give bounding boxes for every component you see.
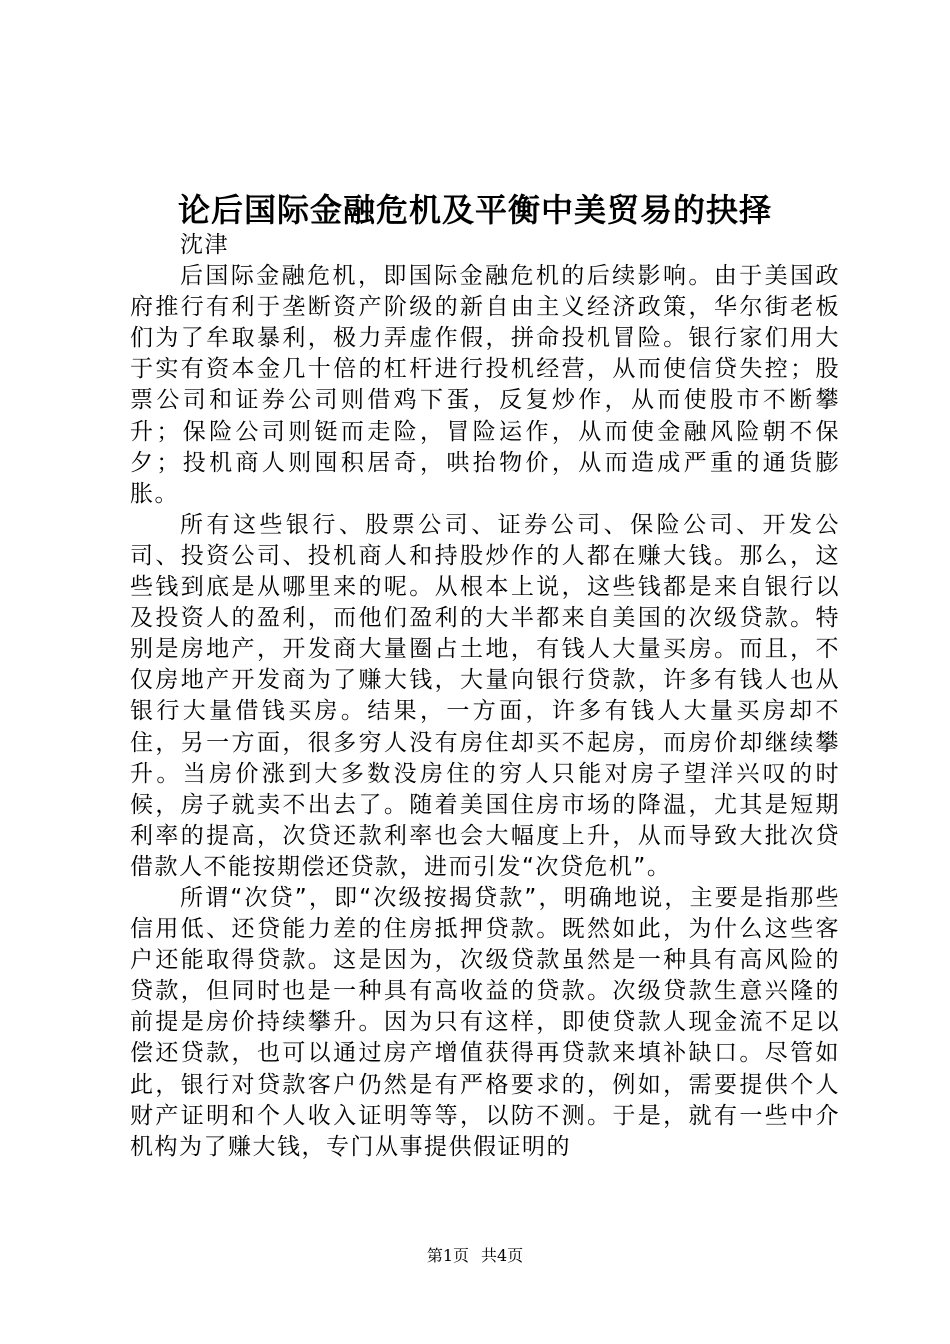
document-title: 论后国际金融危机及平衡中美贸易的抉择 [177, 191, 772, 229]
paragraph-1: 后国际金融危机，即国际金融危机的后续影响。由于美国政府推行有利于垄断资产阶级的新自由主义经济政策，华尔街老板们为了牟取暴利，极力弄虚作假，拼命投机冒险。银行家们用大于实有资本金几十倍的杠杆进行投机经营，从而使信贷失控；股票公司和证券公司则借鸡下蛋，反复炒作，从而使股市不断攀升；保险公司则铤而走险，冒险运作，从而使金融风险朝不保夕；投机商人则囤积居奇，哄抬物价，从而造成严重的通货膨胀。 [130, 263, 840, 507]
page-number: 第1页 [426, 1246, 469, 1265]
author-name: 沈津 [180, 232, 229, 258]
page-footer [0, 1245, 950, 1267]
page-total: 共4页 [481, 1246, 524, 1265]
paragraph-2: 所有这些银行、股票公司、证券公司、保险公司、开发公司、投资公司、投机商人和持股炒作的人都在赚大钱。那么，这些钱到底是从哪里来的呢。从根本上说，这些钱都是来自银行以及投资人的盈利，而他们盈利的大半都来自美国的次级贷款。特别是房地产，开发商大量圈占土地，有钱人大量买房。而且，不仅房地产开发商为了赚大钱，大量向银行贷款，许多有钱人也从银行大量借钱买房。结果，一方面，许多有钱人大量买房却不住，另一方面，很多穷人没有房住却买不起房，而房价却继续攀升。当房价涨到大多数没房住的穷人只能对房子望洋兴叹的时候，房子就卖不出去了。随着美国住房市场的降温，尤其是短期利率的提高，次贷还款利率也会大幅度上升，从而导致大批次贷借款人不能按期偿还贷款，进而引发“次贷危机”。 [130, 511, 840, 880]
paragraph-3: 所谓“次贷”，即“次级按揭贷款”，明确地说，主要是指那些信用低、还贷能力差的住房抵押贷款。既然如此，为什么这些客户还能取得贷款。这是因为，次级贷款虽然是一种具有高风险的贷款，但同时也是一种具有高收益的贷款。次级贷款生意兴隆的前提是房价持续攀升。因为只有这样，即使贷款人现金流不足以偿还贷款，也可以通过房产增值获得再贷款来填补缺口。尽管如此，银行对贷款客户仍然是有严格要求的，例如，需要提供个人财产证明和个人收入证明等等，以防不测。于是，就有一些中介机构为了赚大钱，专门从事提供假证明的 [130, 884, 840, 1160]
document-body [130, 230, 840, 1163]
